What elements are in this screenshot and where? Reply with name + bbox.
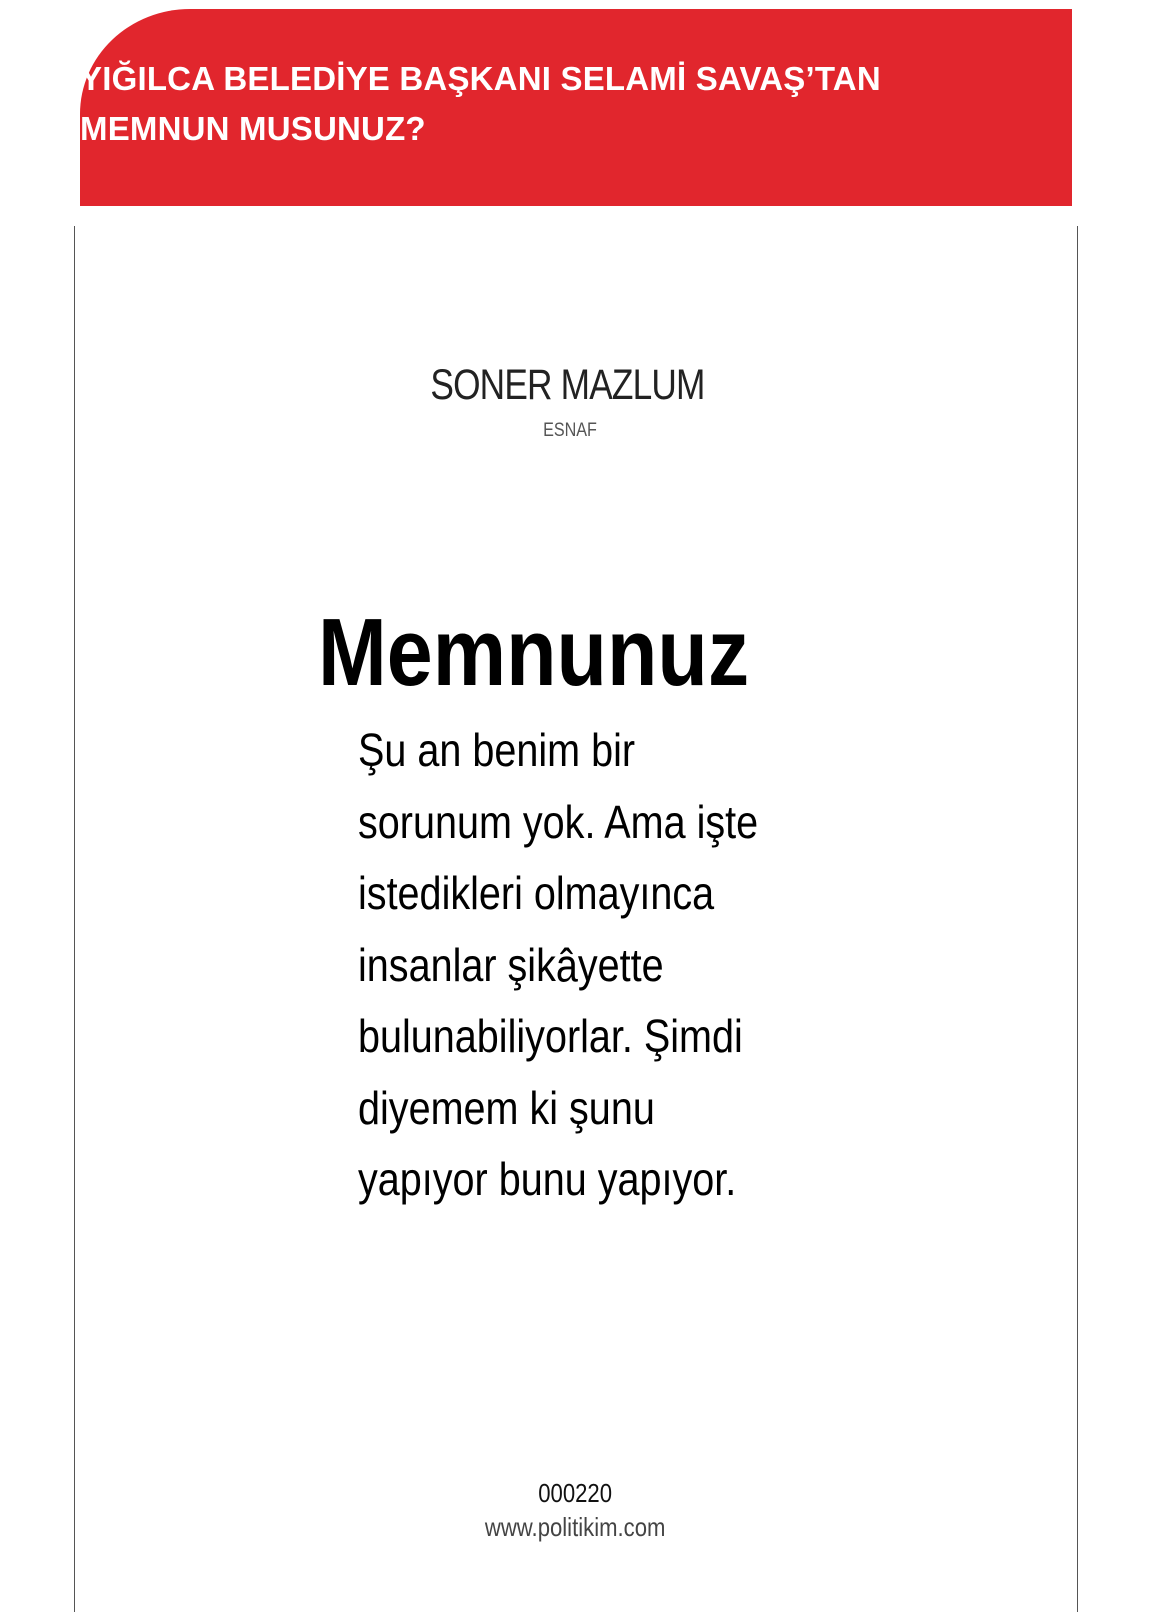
answer-line: Şu an benim bir — [358, 724, 636, 776]
answer-text — [358, 715, 788, 1216]
header-title — [80, 54, 940, 154]
answer-line: insanlar şikâyette — [358, 938, 664, 991]
person-name: SONER MAZLUM — [430, 361, 705, 409]
frame-line-left — [74, 226, 75, 1612]
footer-code: 000220 — [538, 1478, 613, 1508]
answer-line: yapıyor bunu yapıyor. — [358, 1153, 737, 1205]
answer-line: istedikleri olmayınca — [358, 867, 715, 919]
answer-line: bulunabiliyorlar. Şimdi — [358, 1010, 743, 1062]
frame-line-right — [1077, 226, 1078, 1612]
person-role: ESNAF — [543, 420, 597, 441]
header-title-line-2: MEMNUN MUSUNUZ? — [80, 110, 426, 147]
header-title-line-1: YIĞILCA BELEDİYE BAŞKANI SELAMİ SAVAŞ’TAN — [80, 60, 881, 97]
answer-line: sorunum yok. Ama işte — [358, 795, 759, 848]
answer-heading: Memnunuz — [318, 599, 750, 706]
footer-url: www.politikim.com — [484, 1512, 666, 1542]
answer-line: diyemem ki şunu — [358, 1081, 655, 1134]
